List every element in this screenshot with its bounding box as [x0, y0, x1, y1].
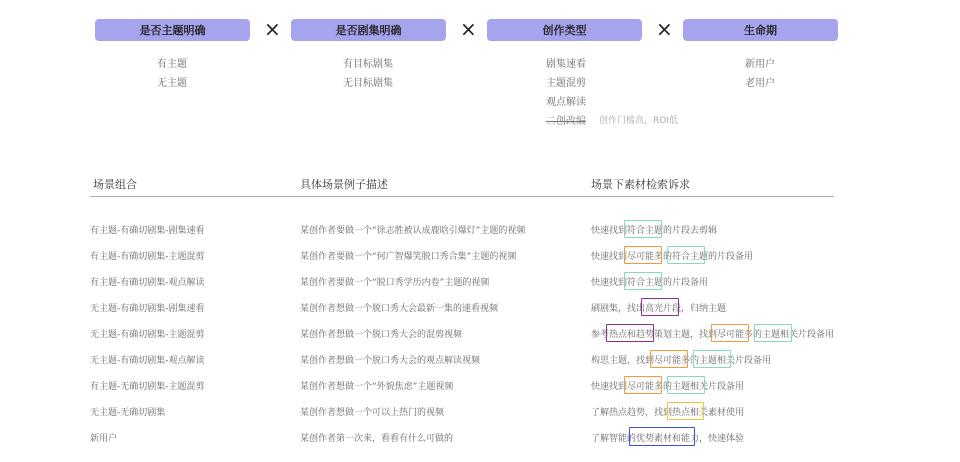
cell-demand: 快速找到尽可能多的主题相关片段备用 — [591, 382, 745, 392]
cell-combo: 有主题-无确切剧集-主题混剪 — [90, 382, 205, 392]
highlight-teal — [693, 350, 731, 368]
header-example: 具体场景例子描述 — [300, 178, 388, 191]
option-item: 无主题 — [157, 78, 187, 89]
header-divider — [90, 196, 834, 197]
times-icon: × — [656, 17, 673, 41]
cell-example: 某创作者想做一个脱口秀大会的观点解读视频 — [300, 356, 481, 366]
cell-example: 某创作者想做一个“外貌焦虑”主题视频 — [300, 382, 454, 392]
struck-note: 创作门槛高，ROI低 — [599, 116, 678, 126]
cell-demand: 快速找到尽可能多的符合主题的片段备用 — [591, 252, 754, 262]
cell-combo: 无主题-无确切剧集 — [90, 408, 166, 418]
cell-demand: 了解热点趋势，找到热点相关素材使用 — [591, 408, 745, 418]
cell-demand: 构思主题，找到尽可能多的主题相关片段备用 — [591, 356, 772, 366]
highlight-teal — [754, 324, 792, 342]
cell-combo: 有主题-有确切剧集-观点解读 — [90, 278, 205, 288]
highlight-blue — [629, 427, 695, 446]
cell-example: 某创作者想做一个脱口秀大会最新一集的速看视频 — [300, 304, 499, 314]
option-item: 新用户 — [745, 59, 775, 70]
cell-example: 某创作者想做一个可以上热门的视频 — [300, 408, 445, 418]
dimension-series-pill: 是否剧集明确 — [291, 19, 446, 41]
cell-combo: 无主题-有确切剧集-主题混剪 — [90, 330, 205, 340]
cell-example: 某创作者要做一个“脱口秀学历内卷”主题的视频 — [300, 278, 490, 288]
cell-combo: 有主题-有确切剧集-剧集速看 — [90, 226, 205, 236]
highlight-orange — [624, 376, 662, 394]
highlight-teal — [624, 220, 662, 238]
cell-example: 某创作者第一次来，看看有什么可做的 — [300, 434, 454, 444]
struck-option: 二创改编 — [546, 116, 586, 127]
cell-example: 某创作者要做一个“何广智爆笑脱口秀合集”主题的视频 — [300, 252, 517, 262]
header-combo: 场景组合 — [93, 178, 137, 191]
times-icon: × — [264, 17, 281, 41]
option-item: 主题混剪 — [546, 78, 586, 89]
highlight-teal — [624, 272, 662, 290]
highlight-purple — [606, 324, 654, 342]
option-item: 有主题 — [157, 59, 187, 70]
dimension-theme-pill: 是否主题明确 — [95, 19, 250, 41]
option-item: 有目标剧集 — [343, 59, 393, 70]
option-item: 无目标剧集 — [343, 78, 393, 89]
cell-demand: 了解智能的优势素材和能力，快速体验 — [591, 434, 745, 444]
highlight-teal — [667, 376, 705, 394]
cell-example: 某创作者想做一个脱口秀大会的混剪视频 — [300, 330, 463, 340]
header-demand: 场景下素材检索诉求 — [591, 178, 690, 191]
cell-combo: 无主题-有确切剧集-观点解读 — [90, 356, 205, 366]
dimension-lifecycle-pill: 生命期 — [683, 19, 838, 41]
highlight-purple — [641, 298, 679, 316]
cell-combo: 有主题-有确切剧集-主题混剪 — [90, 252, 205, 262]
highlight-teal — [667, 246, 705, 264]
cell-combo: 新用户 — [90, 434, 118, 444]
cell-demand: 参考热点和趋势策划主题，找到尽可能多的主题相关片段备用 — [591, 330, 835, 340]
option-item: 老用户 — [745, 78, 775, 89]
cell-demand: 快速找到符合主题的片段去剪辑 — [591, 226, 718, 236]
cell-example: 某创作者要做一个“徐志胜被认成鹿晗引爆灯”主题的视频 — [300, 226, 526, 236]
highlight-orange — [624, 246, 662, 264]
times-icon: × — [460, 17, 477, 41]
highlight-orange — [711, 324, 749, 342]
option-item: 剧集速看 — [546, 59, 586, 70]
dimension-type-pill: 创作类型 — [487, 19, 642, 41]
cell-demand: 刷剧集，找出高光片段，归纳主题 — [591, 304, 727, 314]
highlight-yellow — [667, 402, 704, 420]
highlight-orange — [650, 350, 688, 368]
option-item: 观点解读 — [546, 97, 586, 108]
cell-combo: 无主题-有确切剧集-剧集速看 — [90, 304, 205, 314]
cell-demand: 快速找到符合主题的片段备用 — [591, 278, 709, 288]
